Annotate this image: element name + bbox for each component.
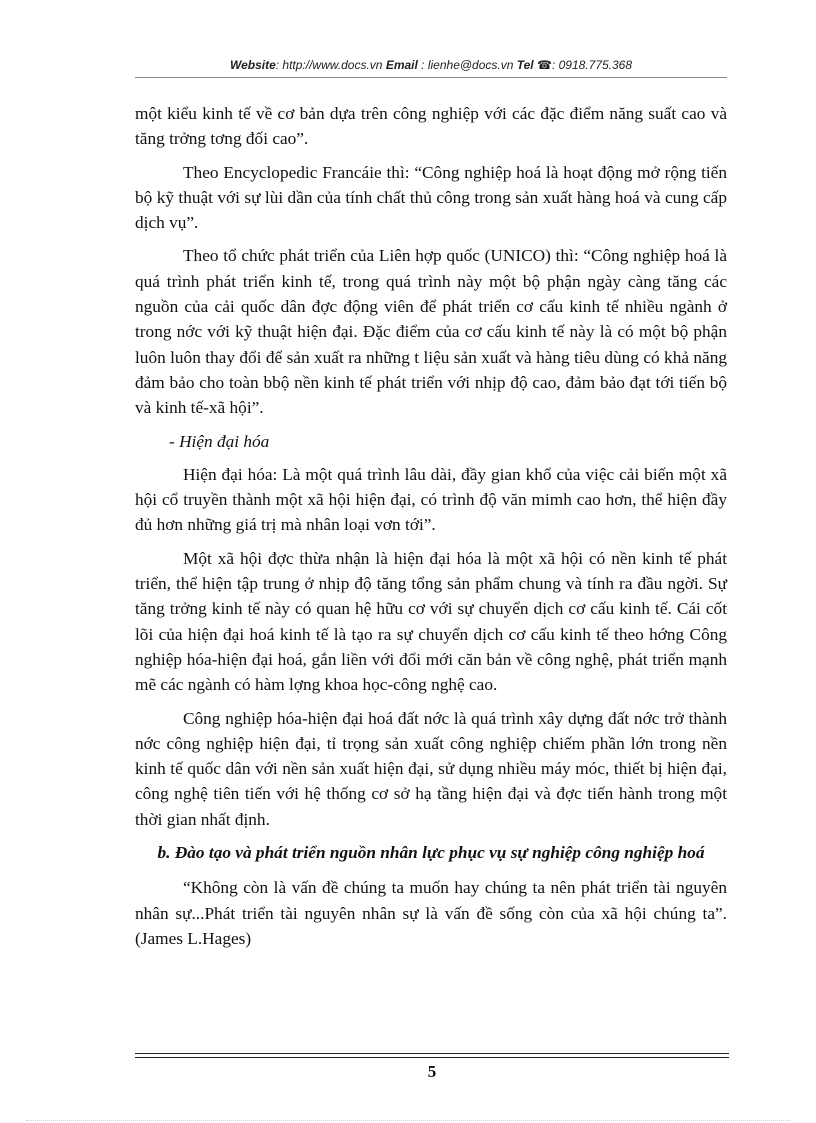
footer-divider-bottom xyxy=(135,1057,729,1058)
header-divider xyxy=(135,77,727,78)
tel-value: ☎: 0918.775.368 xyxy=(537,58,633,72)
page-header xyxy=(135,58,727,72)
page-edge-dotted-line xyxy=(26,1120,790,1121)
section-heading-b: b. Đào tạo và phát triển nguồn nhân lực phục vụ sự nghiệp công nghiệp hoá xyxy=(157,843,705,863)
email-value: : lienhe@docs.vn xyxy=(421,58,514,72)
website-value: : http://www.docs.vn xyxy=(275,58,383,72)
page-number: 5 xyxy=(427,1062,437,1081)
paragraph-unico: Theo tổ chức phát triển của Liên hợp quốc (UNICO) thì: “Công nghiệp hoá là quá trình phát triển kinh tế, trong quá trình này một bộ phận ngày càng tăng các nguồn của cải quốc dân đợc động viên để phát triển cơ cấu kinh tế nhiều ngành ở trong nớc với kỹ thuật hiện đại. Đặc điểm của cơ cấu kinh tế này là có một bộ phận luôn luôn thay đổi để sản xuất ra những t liệu sản xuất và hàng tiêu dùng có khả năng đảm bảo cho toàn bbộ nền kinh tế phát triển với nhịp độ cao, đảm bảo đạt tới tiến bộ và kinh tế-xã hội”. xyxy=(135,246,727,418)
paragraph-industrialization-country: Công nghiệp hóa-hiện đại hoá đất nớc là quá trình xây dựng đất nớc trở thành nớc công nghiệp hiện đại, tỉ trọng sản xuất công nghiệp chiếm phần lớn trong nền kinh tế quốc dân với nền sản xuất hiện đại, sử dụng nhiều máy móc, thiết bị hiện đại, công nghệ tiên tiến với hệ thống cơ sở hạ tầng hiện đại và đợc tiến hành trong một thời gian nhất định. xyxy=(135,708,727,829)
tel-label: Tel xyxy=(516,58,534,72)
paragraph-continuation: một kiểu kinh tế về cơ bản dựa trên công nghiệp với các đặc điểm năng suất cao và tăng trởng tơng đối cao”. xyxy=(135,104,727,149)
paragraph-modernization-definition: Hiện đại hóa: Là một quá trình lâu dài, đầy gian khổ của việc cải biến một xã hội cổ truyền thành một xã hội hiện đại, có trình độ văn mimh cao hơn, thể hiện đầy đủ hơn những giá trị mà nhân loại vơn tới”. xyxy=(135,464,727,535)
website-label: Website xyxy=(229,58,276,72)
paragraph-modern-society: Một xã hội đợc thừa nhận là hiện đại hóa là một xã hội có nền kinh tế phát triển, thể hiện tập trung ở nhịp độ tăng tổng sản phẩm chung và tính ra đầu ngời. Sự tăng trởng kinh tế này có quan hệ hữu cơ với sự chuyển dịch cơ cấu kinh tế. Cái cốt lõi của hiện đại hoá kinh tế là tạo ra sự chuyển dịch cơ cấu kinh tế theo hớng Công nghiệp hóa-hiện đại hoá, gắn liền với đổi mới căn bản về công nghệ, phát triển mạnh mẽ các ngành có hàm lợng khoa học-công nghệ cao. xyxy=(135,548,727,695)
subheading-modernization: - Hiện đại hóa xyxy=(169,431,270,451)
body-text xyxy=(135,101,727,959)
footer-divider-top xyxy=(135,1053,729,1054)
paragraph-encyclopedic: Theo Encyclopedic Francáie thì: “Công nghiệp hoá là hoạt động mở rộng tiến bộ kỹ thuật với sự lùi dần của tính chất thủ công trong sản xuất hàng hoá và cung cấp dịch vụ”. xyxy=(135,162,727,233)
email-label: Email xyxy=(385,58,418,72)
paragraph-quote-hages: “Không còn là vấn đề chúng ta muốn hay chúng ta nên phát triển tài nguyên nhân sự...Phát triển tài nguyên nhân sự là vấn đề sống còn của xã hội chúng ta”.(James L.Hages) xyxy=(135,878,727,948)
